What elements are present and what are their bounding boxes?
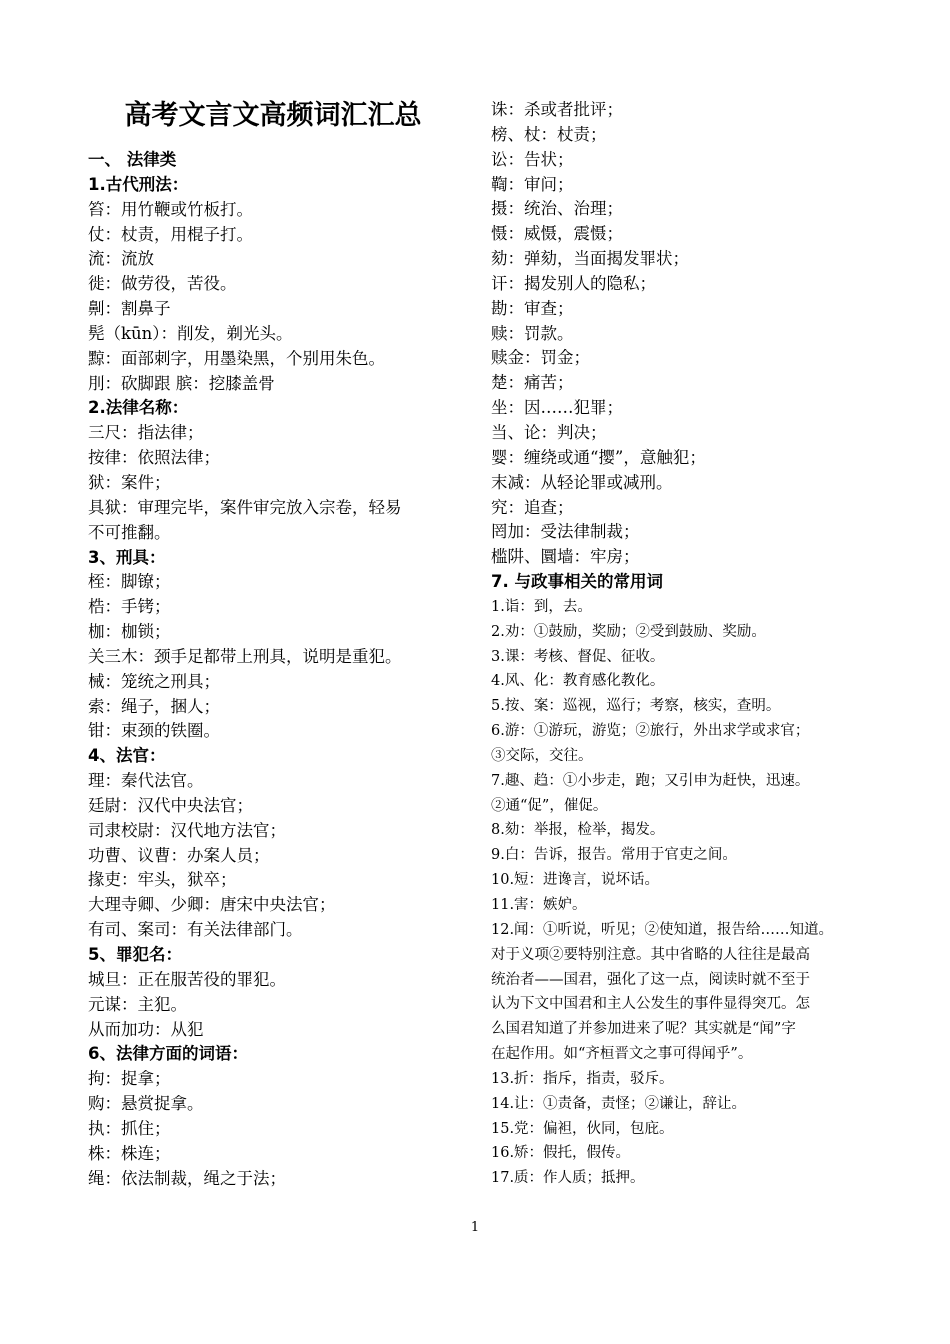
entry-line: 慑：威慑，震慑； [491, 224, 623, 244]
entry-line: 功曹、议曹：办案人员； [88, 845, 270, 865]
entry-line: 末减：从轻论罪或减刑。 [491, 472, 673, 492]
document-title: 高考文言文高频词汇汇总 [124, 100, 422, 131]
entry-line: 勘：审查； [491, 298, 574, 318]
entry-line: 摄：统治、治理； [491, 199, 623, 219]
entry-line: 诛：杀或者批评； [491, 100, 623, 119]
entry-line: 索：绳子，捆人； [88, 696, 220, 716]
entry-line: 么国君知道了并参加进来了呢？其实就是“闻”字 [491, 1021, 796, 1038]
entry-line: 统治者——国君，强化了这一点，阅读时就不至于 [491, 971, 810, 988]
entry-line: 讦：揭发别人的隐私； [491, 273, 656, 293]
entry-line: 婴：缠绕或通“撄”，意触犯； [491, 447, 706, 467]
entry-line: 械：笼统之刑具； [88, 671, 220, 691]
section-heading: 3、刑具： [88, 547, 166, 567]
entry-line: 8.劾：举报，检举，揭发。 [491, 822, 665, 839]
entry-line: 13.折：指斥，指责，驳斥。 [491, 1070, 674, 1087]
entry-line: 15.党：偏袒，伙同，包庇。 [491, 1120, 674, 1137]
entry-line: 株：株连； [88, 1143, 171, 1163]
entry-line: 狱：案件； [88, 472, 171, 492]
entry-line: 劓：割鼻子 [88, 299, 171, 319]
entry-line: ②通“促”，催促。 [491, 797, 608, 814]
entry-line: 2.劝：①鼓励，奖励；②受到鼓励、奖励。 [491, 623, 766, 640]
entry-line: 对于义项②要特别注意。其中省略的人往往是最高 [491, 946, 810, 963]
entry-line: 12.闻：①听说，听见；②使知道，报告给……知道。 [491, 921, 834, 938]
entry-line: 劾：弹劾，当面揭发罪状； [491, 249, 689, 269]
right-column-politics-terms [491, 595, 876, 1191]
entry-line: 司隶校尉：汉代地方法官； [88, 820, 286, 840]
entry-line: 三尺：指法律； [88, 423, 204, 443]
entry-line: 关三木：颈手足都带上刑具，说明是重犯。 [88, 646, 402, 666]
entry-line: 仗：杖责，用棍子打。 [88, 224, 253, 244]
entry-line: 当、论：判决； [491, 422, 607, 442]
entry-line: 绳：依法制裁，绳之于法； [88, 1168, 286, 1188]
entry-line: 榜、杖：杖责； [491, 124, 607, 144]
entry-line: 在起作用。如“齐桓晋文之事可得闻乎”。 [491, 1046, 753, 1063]
entry-line: 赎金：罚金； [491, 348, 590, 368]
entry-line: 梏：手铐； [88, 597, 171, 617]
entry-line: 元谋：主犯。 [88, 994, 187, 1014]
entry-line: 钳：束颈的铁圈。 [88, 721, 220, 741]
entry-line: 14.让：①责备，责怪；②谦让，辞让。 [491, 1095, 747, 1112]
entry-line: 10.短：进谗言，说坏话。 [491, 872, 660, 889]
entry-line: 认为下文中国君和主人公发生的事件显得突兀。怎 [491, 996, 810, 1013]
entry-line: 槛阱、圜墙：牢房； [491, 547, 640, 567]
entry-line: 6.游：①游玩，游览；②旅行，外出求学或求官； [491, 723, 810, 740]
entry-line: 笞：用竹鞭或竹板打。 [88, 199, 253, 219]
entry-line: 城旦：正在服苦役的罪犯。 [88, 969, 286, 989]
entry-line: 从而加功：从犯 [88, 1019, 204, 1039]
entry-line: 廷尉：汉代中央法官； [88, 795, 253, 815]
entry-line: 具狱：审理完毕，案件审完放入宗卷，轻易 [88, 497, 402, 517]
entry-line: 楚：痛苦； [491, 373, 574, 393]
entry-line: 大理寺卿、少卿：唐宋中央法官； [88, 895, 336, 915]
entry-line: 3.课：考核、督促、征收。 [491, 648, 665, 665]
entry-line: 刖：砍脚跟 膑：挖膝盖骨 [88, 373, 275, 393]
section-heading: 1.古代刑法： [88, 174, 189, 194]
entry-line: 黥：面部刺字，用墨染黑，个别用朱色。 [88, 348, 385, 368]
right-column [491, 98, 876, 1191]
entry-line: 流：流放 [88, 249, 154, 269]
entry-line: 有司、案司：有关法律部门。 [88, 920, 303, 940]
entry-line: 9.白：告诉，报告。常用于官吏之间。 [491, 847, 737, 864]
section-heading: 6、法律方面的词语： [88, 1044, 248, 1064]
entry-line: 鞫：审问； [491, 174, 574, 194]
entry-line: 17.质：作人质；抵押。 [491, 1170, 645, 1187]
entry-line: 不可推翻。 [88, 522, 171, 542]
entry-line: 购：悬赏捉拿。 [88, 1094, 204, 1114]
entry-line: 究：追查； [491, 497, 574, 517]
section-heading: 7. 与政事相关的常用词 [491, 572, 663, 592]
entry-line: 11.害：嫉妒。 [491, 897, 587, 913]
entry-line: 罔加：受法律制裁； [491, 522, 640, 542]
entry-line: 执：抓住； [88, 1118, 171, 1138]
left-column [88, 148, 460, 1191]
section-heading: 5、罪犯名： [88, 945, 182, 964]
page-number: 1 [470, 1220, 480, 1235]
entry-line: 坐：因……犯罪； [491, 398, 623, 418]
entry-line: 讼：告状； [491, 149, 574, 169]
entry-line: 赎：罚款。 [491, 323, 574, 343]
entry-line: 5.按、案：巡视，巡行；考察，核实，查明。 [491, 698, 781, 715]
entry-line: 4.风、化：教育感化教化。 [491, 673, 665, 690]
entry-line: 拘：捉拿； [88, 1069, 171, 1089]
entry-line: 髡（kūn）：削发，剃光头。 [88, 323, 293, 343]
entry-line: 7.趣、趋：①小步走，跑；又引申为赶快，迅速。 [491, 772, 810, 789]
entry-line: ③交际，交往。 [491, 747, 593, 764]
section-heading: 4、法官： [88, 746, 166, 766]
entry-line: 按律：依照法律； [88, 448, 220, 468]
entry-line: 徙：做劳役，苦役。 [88, 274, 237, 294]
section-heading: 一、 法律类 [88, 150, 177, 169]
entry-line: 16.矫：假托，假传。 [491, 1145, 631, 1162]
entry-line: 1.诣：到，去。 [491, 598, 592, 615]
section-heading: 2.法律名称： [88, 398, 189, 418]
right-column-legal-terms [491, 98, 876, 595]
entry-line: 枷：枷锁； [88, 622, 171, 642]
entry-line: 桎：脚镣； [88, 572, 171, 592]
entry-line: 掾吏：牢头，狱卒； [88, 870, 237, 890]
entry-line: 理：秦代法官。 [88, 771, 204, 791]
